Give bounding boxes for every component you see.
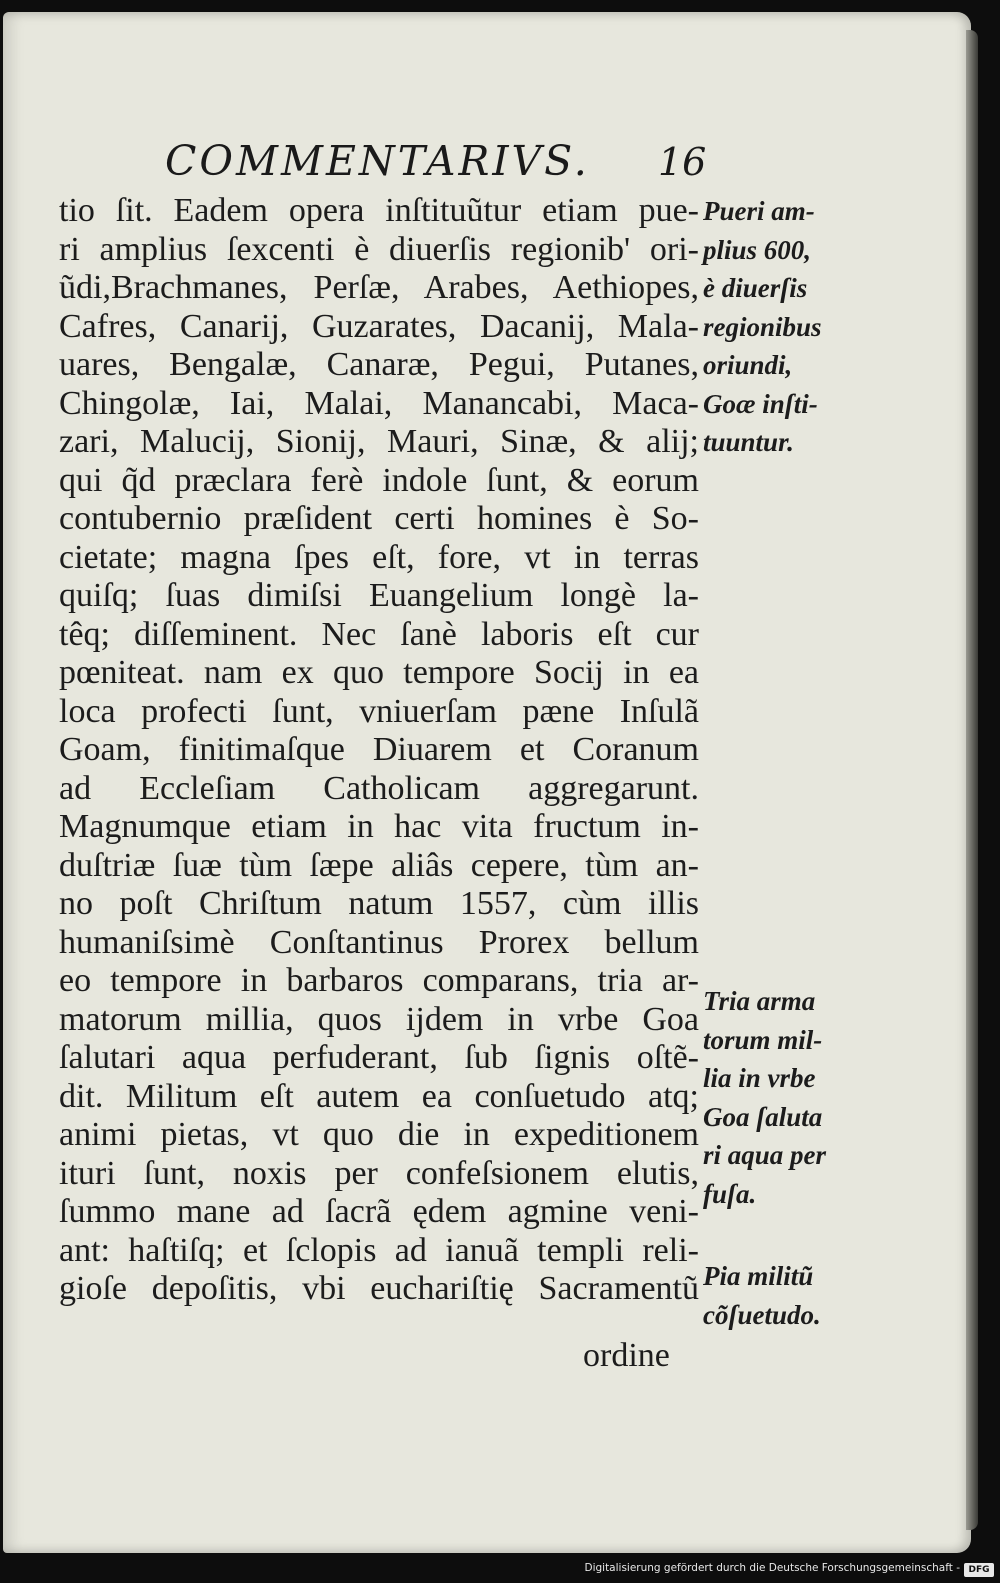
text-line: zari, Malucij, Sionij, Mauri, Sinæ, & alij;: [59, 423, 699, 460]
margin-note: [703, 982, 863, 1213]
text-line: ant: haſtiſq; et ſclopis ad ianuã templi reli-: [59, 1231, 699, 1269]
text-line: Cafres, Canarij, Guzarates, Dacanij, Mala-: [59, 307, 699, 345]
text-line: loca profecti ſunt, vniuerſam pæne Inſulã: [59, 692, 699, 730]
margin-note-line: lia in vrbe: [703, 1063, 816, 1093]
margin-note-line: Tria arma: [703, 986, 816, 1016]
text-line: têq; diſſeminent. Nec ſanè laboris eſt cur: [59, 615, 699, 653]
funding-credit: Digitalisierung gefördert durch die Deutsche Forschungsgemeinschaft -: [584, 1562, 960, 1574]
text-line: ſummo mane ad ſacrã ędem agmine veni-: [59, 1193, 699, 1230]
margin-note-line: cõſuetudo.: [703, 1299, 821, 1330]
catchword: ordine: [583, 1337, 670, 1374]
margin-note-line: è diuerſis: [703, 273, 808, 303]
text-line: gioſe depoſitis, vbi euchariſtię Sacramentũ: [59, 1270, 699, 1307]
margin-note-line: Pia militũ: [703, 1261, 814, 1291]
footer-bar: [584, 1560, 1000, 1583]
margin-note-line: Goæ inſti-: [703, 388, 818, 419]
body-text: [59, 192, 699, 1309]
text-line: humaniſsimè Conſtantinus Prorex bellum: [59, 923, 699, 961]
text-line: animi pietas, vt quo die in expeditionem: [59, 1116, 699, 1153]
margin-note-line: torum mil-: [703, 1024, 823, 1055]
text-line: ſalutari aqua perfuderant, ſub ſignis oſtẽ-: [59, 1039, 699, 1076]
text-line: tio ſit. Eadem opera inſtituũtur etiam pue-: [59, 192, 699, 229]
margin-note-line: Goa ſaluta: [703, 1101, 823, 1132]
text-line: matorum millia, quos ijdem in vrbe Goa: [59, 1000, 699, 1038]
text-line: uares, Bengalæ, Canaræ, Pegui, Putanes,: [59, 346, 699, 383]
text-line: Magnumque etiam in hac vita fructum in-: [59, 808, 699, 845]
margin-note-line: ri aqua per: [703, 1140, 827, 1170]
text-line: Chingolæ, Iai, Malai, Manancabi, Maca-: [59, 384, 699, 422]
text-line: eo tempore in barbaros comparans, tria ar-: [59, 962, 699, 999]
book-page: [3, 12, 971, 1553]
page-edge: [966, 30, 978, 1530]
text-line: contubernio præſident certi homines è So-: [59, 500, 699, 537]
margin-note-line: fuſa.: [703, 1178, 757, 1209]
dfg-logo-icon: DFG: [964, 1563, 994, 1577]
margin-note-line: oriundi,: [703, 350, 793, 380]
text-line: dit. Militum eſt autem ea conſuetudo atq;: [59, 1077, 699, 1115]
text-line: Goam, finitimaſque Diuarem et Coranum: [59, 731, 699, 768]
text-line: ũdi,Brachmanes, Perſæ, Arabes, Aethiopes,: [59, 269, 699, 306]
margin-note-line: regionibus: [703, 311, 822, 342]
text-line: quiſq; ſuas dimiſsi Euangelium longè la-: [59, 577, 699, 614]
margin-note-line: tuuntur.: [703, 427, 794, 457]
text-line: ad Eccleſiam Catholicam aggregarunt.: [59, 769, 699, 807]
running-head-title: COMMENTARIVS.: [165, 137, 590, 185]
text-line: duſtriæ ſuæ tùm ſæpe aliâs cepere, tùm an-: [59, 846, 699, 884]
text-line: qui q̃d præclara ferè indole ſunt, & eorum: [59, 461, 699, 499]
margin-note-line: Pueri am-: [703, 196, 815, 226]
text-line: pœniteat. nam ex quo tempore Socij in ea: [59, 654, 699, 691]
margin-note: [703, 1257, 863, 1334]
running-head: [3, 12, 971, 192]
margin-note-line: plius 600,: [703, 234, 812, 265]
text-line: ri amplius ſexcenti è diuerſis regionib' ori-: [59, 230, 699, 268]
page-number: 16: [658, 140, 707, 184]
text-line: no poſt Chriſtum natum 1557, cùm illis: [59, 885, 699, 922]
text-line: ituri ſunt, noxis per confeſsionem elutis,: [59, 1154, 699, 1192]
margin-note: [703, 192, 863, 462]
text-line: cietate; magna ſpes eſt, fore, vt in terras: [59, 538, 699, 576]
